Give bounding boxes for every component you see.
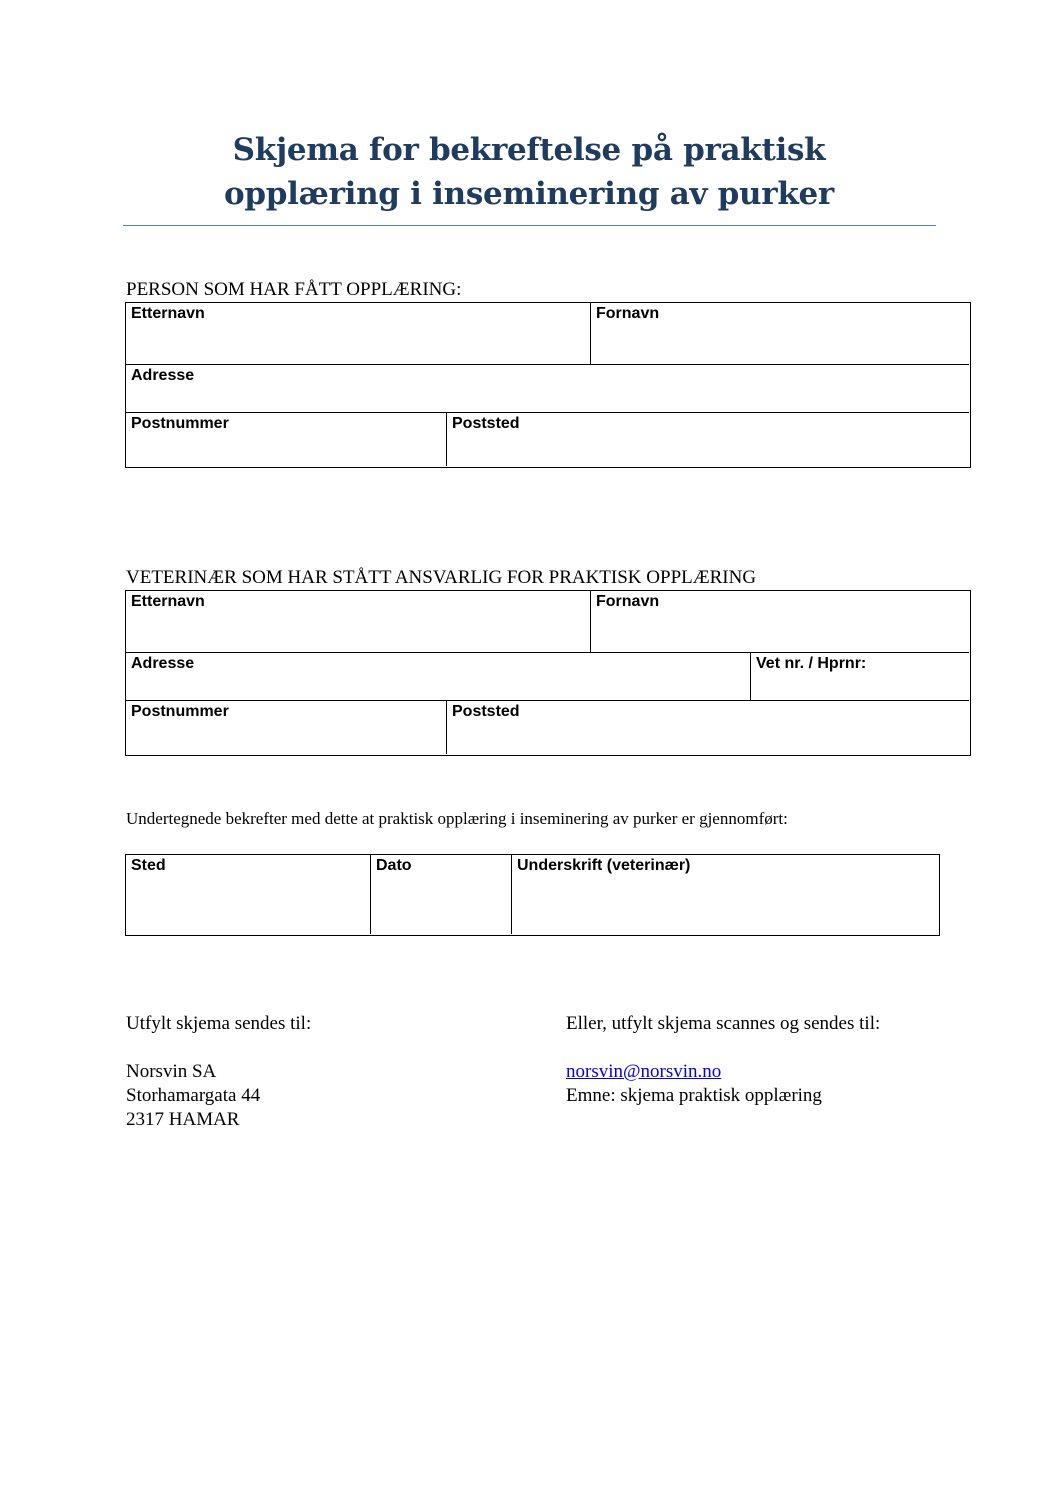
signature-field[interactable] bbox=[512, 855, 938, 934]
vet-address-label: Adresse bbox=[131, 655, 195, 672]
address-street: Storhamargata 44 bbox=[126, 1085, 261, 1106]
title-divider bbox=[123, 225, 936, 226]
vet-number-label: Vet nr. / Hprnr: bbox=[756, 655, 867, 672]
vet-postcode-field[interactable] bbox=[126, 701, 447, 754]
trainee-lastname-field[interactable] bbox=[126, 303, 591, 365]
trainee-firstname-label: Fornavn bbox=[596, 305, 660, 322]
trainee-city-label: Poststed bbox=[452, 415, 520, 432]
trainee-address-label: Adresse bbox=[131, 367, 195, 384]
vet-city-field[interactable] bbox=[447, 701, 969, 754]
trainee-postcode-field[interactable] bbox=[126, 413, 447, 466]
place-label: Sted bbox=[131, 857, 166, 874]
mail-to-heading: Utfylt skjema sendes til: bbox=[126, 1013, 312, 1034]
vet-lastname-label: Etternavn bbox=[131, 593, 205, 610]
email-contact bbox=[566, 1060, 822, 1108]
place-field[interactable] bbox=[126, 855, 371, 934]
trainee-city-field[interactable] bbox=[447, 413, 969, 466]
address-postal-code: 2317 HAMAR bbox=[126, 1109, 240, 1130]
trainee-firstname-field[interactable] bbox=[591, 303, 969, 365]
vet-number-field[interactable] bbox=[751, 653, 969, 701]
vet-lastname-field[interactable] bbox=[126, 591, 591, 653]
vet-city-label: Poststed bbox=[452, 703, 520, 720]
trainee-section-heading: PERSON SOM HAR FÅTT OPPLÆRING: bbox=[126, 279, 462, 300]
signature-label: Underskrift (veterinær) bbox=[517, 857, 691, 874]
trainee-form-table bbox=[125, 302, 971, 468]
trainee-lastname-label: Etternavn bbox=[131, 305, 205, 322]
address-company: Norsvin SA bbox=[126, 1061, 217, 1082]
vet-postcode-label: Postnummer bbox=[131, 703, 229, 720]
vet-address-field[interactable] bbox=[126, 653, 751, 701]
date-label: Dato bbox=[376, 857, 412, 874]
veterinarian-form-table bbox=[125, 590, 971, 756]
date-field[interactable] bbox=[371, 855, 512, 934]
confirmation-statement: Undertegnede bekrefter med dette at praktisk opplæring i inseminering av purker er gjennomført: bbox=[126, 809, 788, 828]
form-title-line-2: opplæring i inseminering av purker bbox=[224, 176, 834, 212]
postal-address bbox=[126, 1060, 260, 1132]
trainee-address-field[interactable] bbox=[126, 365, 969, 413]
veterinarian-section-heading: VETERINÆR SOM HAR STÅTT ANSVARLIG FOR PRAKTISK OPPLÆRING bbox=[126, 567, 757, 588]
email-subject: Emne: skjema praktisk opplæring bbox=[566, 1085, 822, 1106]
scan-send-heading: Eller, utfylt skjema scannes og sendes til: bbox=[566, 1013, 881, 1034]
email-link[interactable]: norsvin@norsvin.no bbox=[566, 1061, 722, 1082]
signature-table bbox=[125, 854, 940, 936]
form-title bbox=[120, 128, 938, 216]
form-title-line-1: Skjema for bekreftelse på praktisk bbox=[232, 132, 826, 168]
trainee-postcode-label: Postnummer bbox=[131, 415, 229, 432]
vet-firstname-field[interactable] bbox=[591, 591, 969, 653]
vet-firstname-label: Fornavn bbox=[596, 593, 660, 610]
